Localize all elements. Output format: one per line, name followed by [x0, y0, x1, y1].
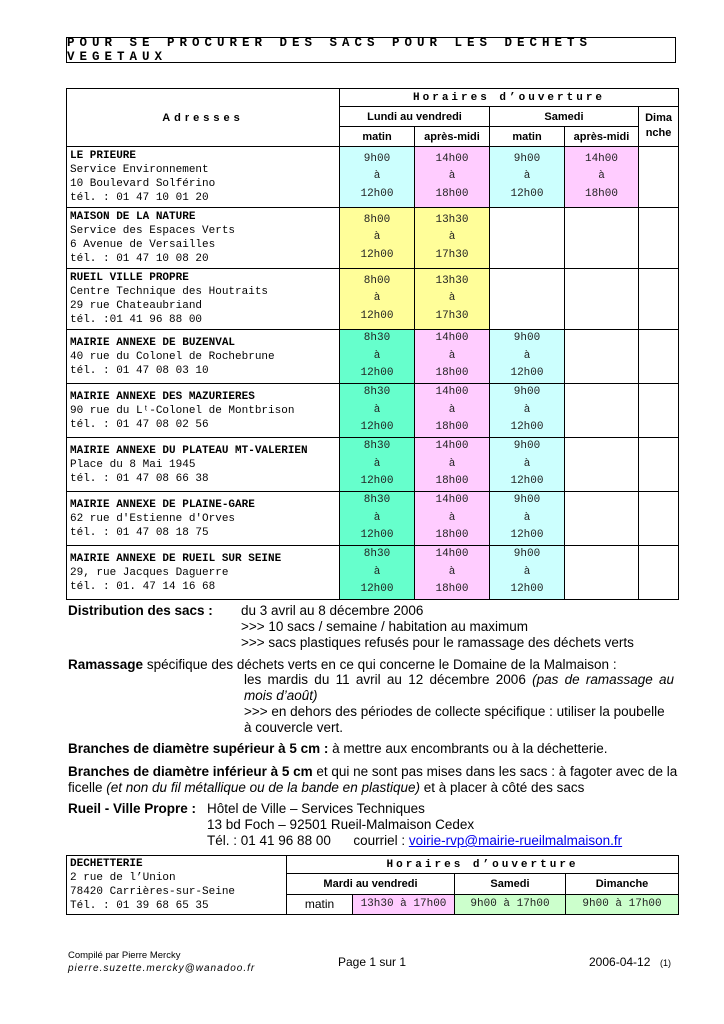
ramassage-schedule: les mardis du 11 avril au 12 décembre 2006 (pas de ramassage au mois d’août)	[244, 672, 675, 703]
location-name: LE PRIEURE	[70, 150, 137, 162]
saturday-afternoon-hours	[565, 438, 639, 492]
location-name: RUEIL VILLE PROPRE	[70, 272, 189, 284]
address-cell	[67, 384, 340, 438]
weekday-morning-hours: 8h00 à 12h00	[340, 269, 415, 330]
hours-table	[66, 88, 679, 600]
sunday-hours	[639, 438, 679, 492]
location-name: MAIRIE ANNEXE DES MAZURIERES	[70, 390, 255, 403]
footer-compiled: Compilé par Pierre Mercky	[68, 950, 181, 961]
rvp-address: Hôtel de Ville – Services Techniques	[207, 801, 425, 816]
weekday-afternoon-hours: 13h30 à 17h30	[415, 269, 490, 330]
phone: tél. :01 41 96 88 00	[70, 314, 203, 326]
rvp-address: 13 bd Foch – 92501 Rueil-Malmaison Cedex	[207, 817, 475, 832]
hours-header: Horaires d’ouverture	[340, 89, 679, 107]
table-row	[67, 384, 679, 438]
address-cell	[67, 269, 340, 330]
weekday-morning-header: matin	[340, 127, 415, 147]
table-row	[67, 147, 679, 208]
address-line: 6 Avenue de Versailles	[70, 239, 216, 251]
address-cell	[67, 438, 340, 492]
dechetterie-morning-label: matin	[287, 894, 353, 914]
ramassage-note: >>> en dehors des périodes de collecte spécifique : utiliser la poubelle à couvercle vert.	[244, 704, 665, 735]
address-line: 78420 Carrières-sur-Seine	[70, 886, 236, 898]
saturday-afternoon-hours	[565, 208, 639, 269]
location-name: MAIRIE ANNEXE DE BUZENVAL	[70, 336, 236, 349]
phone: tél. : 01 47 10 08 20	[70, 253, 209, 265]
address-line: 10 Boulevard Solférino	[70, 178, 216, 190]
branches-large: Branches de diamètre supérieur à 5 cm : à mettre aux encombrants ou à la déchetterie.	[68, 741, 608, 756]
distribution-line: >>> 10 sacs / semaine / habitation au maximum	[241, 619, 529, 634]
footer-email: pierre.suzette.mercky@wanadoo.fr	[68, 963, 256, 974]
table-row	[67, 546, 679, 600]
sunday-hours	[639, 269, 679, 330]
saturday-afternoon-hours: 14h00 à 18h00	[565, 147, 639, 208]
table-row	[67, 492, 679, 546]
rvp-email-link[interactable]: voirie-rvp@mairie-rueilmalmaison.fr	[408, 833, 623, 848]
address-line: 62 rue d'Estienne d'Orves	[70, 512, 236, 525]
weekday-afternoon-hours: 14h00 à 18h00	[415, 384, 490, 438]
distribution-line: >>> sacs plastiques refusés pour le ramassage des déchets verts	[241, 635, 634, 650]
location-name: MAISON DE LA NATURE	[70, 211, 196, 223]
weekday-morning-hours: 8h30 à 12h00	[340, 384, 415, 438]
weekday-morning-hours: 8h30 à 12h00	[340, 492, 415, 546]
saturday-morning-hours	[490, 208, 565, 269]
address-line: Centre Technique des Houtraits	[70, 286, 269, 298]
dechetterie-weekday-header: Mardi au vendredi	[287, 874, 455, 894]
rvp-label: Rueil - Ville Propre :	[68, 801, 197, 816]
saturday-morning-hours: 9h00 à 12h00	[490, 384, 565, 438]
phone: tél. : 01 47 08 02 56	[70, 418, 209, 431]
dechetterie-hours-header: Horaires d’ouverture	[287, 856, 679, 874]
phone: Tél. : 01 39 68 65 35	[70, 900, 209, 912]
sunday-hours	[639, 384, 679, 438]
weekday-afternoon-hours: 14h00 à 18h00	[415, 438, 490, 492]
footer-note: (1)	[660, 958, 671, 968]
location-name: MAIRIE ANNEXE DE PLAINE-GARE	[70, 498, 255, 511]
weekday-header: Lundi au vendredi	[340, 107, 490, 127]
saturday-afternoon-hours	[565, 492, 639, 546]
weekday-afternoon-hours: 13h30 à 17h30	[415, 208, 490, 269]
footer-page: Page 1 sur 1	[338, 955, 407, 969]
address-cell	[67, 208, 340, 269]
saturday-morning-hours	[490, 269, 565, 330]
sunday-hours	[639, 147, 679, 208]
address-line: 29, rue Jacques Daguerre	[70, 566, 229, 579]
phone: tél. : 01 47 08 18 75	[70, 526, 209, 539]
saturday-header: Samedi	[490, 107, 639, 127]
dechetterie-name: DECHETTERIE	[70, 858, 143, 870]
dechetterie-address	[67, 856, 287, 915]
saturday-afternoon-hours	[565, 269, 639, 330]
dechetterie-weekday-hours: 13h30 à 17h00	[353, 894, 455, 914]
address-line: 29 rue Chateaubriand	[70, 300, 203, 312]
dechetterie-saturday-header: Samedi	[455, 874, 566, 894]
dechetterie-sunday-hours: 9h00 à 17h00	[566, 894, 679, 914]
weekday-morning-hours: 8h30 à 12h00	[340, 546, 415, 600]
table-row	[67, 438, 679, 492]
phone: tél. : 01 47 10 01 20	[70, 192, 209, 204]
weekday-morning-hours: 8h30 à 12h00	[340, 438, 415, 492]
saturday-morning-hours: 9h00 à 12h00	[490, 492, 565, 546]
saturday-morning-hours: 9h00 à 12h00	[490, 438, 565, 492]
weekday-afternoon-hours: 14h00 à 18h00	[415, 330, 490, 384]
saturday-afternoon-header: après-midi	[565, 127, 639, 147]
addresses-header: Adresses	[67, 89, 340, 147]
phone: tél. : 01. 47 14 16 68	[70, 580, 216, 593]
weekday-morning-hours: 9h00 à 12h00	[340, 147, 415, 208]
weekday-afternoon-header: après-midi	[415, 127, 490, 147]
weekday-morning-hours: 8h30 à 12h00	[340, 330, 415, 384]
ramassage-intro: Ramassage spécifique des déchets verts en ce qui concerne le Domaine de la Malmaison :	[68, 657, 617, 672]
address-line: Place du 8 Mai 1945	[70, 458, 196, 471]
distribution-dates: du 3 avril au 8 décembre 2006	[241, 603, 424, 618]
address-line: 2 rue de l’Union	[70, 872, 176, 884]
table-row	[67, 269, 679, 330]
rvp-contact: Tél. : 01 41 96 88 00 courriel : voirie-rvp@mairie-rueilmalmaison.fr	[207, 833, 623, 848]
saturday-afternoon-hours	[565, 546, 639, 600]
sunday-hours	[639, 546, 679, 600]
address-cell	[67, 492, 340, 546]
weekday-afternoon-hours: 14h00 à 18h00	[415, 492, 490, 546]
address-line: 90 rue du Lᵗ-Colonel de Montbrison	[70, 404, 295, 417]
table-row	[67, 330, 679, 384]
page-title: POUR SE PROCURER DES SACS POUR LES DECHETS VEGETAUX	[66, 37, 676, 63]
address-line: Service des Espaces Verts	[70, 225, 236, 237]
sunday-header: Dima nche	[639, 107, 679, 147]
saturday-morning-header: matin	[490, 127, 565, 147]
address-cell	[67, 546, 340, 600]
sunday-hours	[639, 330, 679, 384]
address-line: Service Environnement	[70, 164, 209, 176]
table-row	[67, 208, 679, 269]
phone: tél. : 01 47 08 03 10	[70, 364, 209, 377]
dechetterie-table	[66, 855, 679, 915]
dechetterie-sunday-header: Dimanche	[566, 874, 679, 894]
weekday-afternoon-hours: 14h00 à 18h00	[415, 546, 490, 600]
phone: tél. : 01 47 08 66 38	[70, 472, 209, 485]
distribution-label: Distribution des sacs :	[68, 603, 213, 618]
address-line: 40 rue du Colonel de Rochebrune	[70, 350, 275, 363]
address-cell	[67, 330, 340, 384]
saturday-morning-hours: 9h00 à 12h00	[490, 330, 565, 384]
saturday-morning-hours: 9h00 à 12h00	[490, 546, 565, 600]
footer-date: 2006-04-12	[589, 955, 651, 969]
weekday-morning-hours: 8h00 à 12h00	[340, 208, 415, 269]
location-name: MAIRIE ANNEXE DE RUEIL SUR SEINE	[70, 552, 282, 565]
saturday-morning-hours: 9h00 à 12h00	[490, 147, 565, 208]
address-cell	[67, 147, 340, 208]
sunday-hours	[639, 208, 679, 269]
saturday-afternoon-hours	[565, 330, 639, 384]
branches-small: Branches de diamètre inférieur à 5 cm et qui ne sont pas mises dans les sacs : à fagoter avec de la ficelle (et non du fil métallique ou de la bande en plastique) et à placer à côté des sacs	[68, 764, 678, 795]
saturday-afternoon-hours	[565, 384, 639, 438]
dechetterie-saturday-hours: 9h00 à 17h00	[455, 894, 566, 914]
sunday-hours	[639, 492, 679, 546]
weekday-afternoon-hours: 14h00 à 18h00	[415, 147, 490, 208]
location-name: MAIRIE ANNEXE DU PLATEAU MT-VALERIEN	[70, 444, 308, 457]
